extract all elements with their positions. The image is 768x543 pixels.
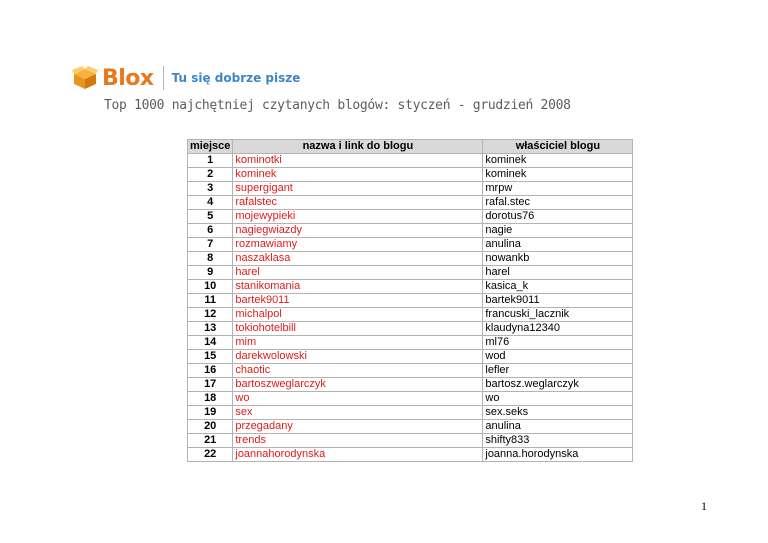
table-row xyxy=(188,378,633,392)
document-title: Top 1000 najchętniej czytanych blogów: styczeń - grudzień 2008 xyxy=(104,98,571,113)
owner-cell: nagie xyxy=(483,224,633,238)
blog-link[interactable]: supergigant xyxy=(233,182,483,196)
header-owner: właściciel blogu xyxy=(483,140,633,154)
blog-link[interactable]: przegadany xyxy=(233,420,483,434)
blog-link[interactable]: mim xyxy=(233,336,483,350)
owner-cell: kominek xyxy=(483,168,633,182)
owner-cell: rafal.stec xyxy=(483,196,633,210)
blog-link[interactable]: rafalstec xyxy=(233,196,483,210)
blog-link[interactable]: kominek xyxy=(233,168,483,182)
blog-link[interactable]: michalpol xyxy=(233,308,483,322)
blog-link[interactable]: kominotki xyxy=(233,154,483,168)
table-row xyxy=(188,336,633,350)
owner-cell: kasica_k xyxy=(483,280,633,294)
table-header-row xyxy=(188,140,633,154)
rank-cell: 12 xyxy=(188,308,233,322)
table-row xyxy=(188,154,633,168)
owner-cell: klaudyna12340 xyxy=(483,322,633,336)
owner-cell: wod xyxy=(483,350,633,364)
header-rank: miejsce xyxy=(188,140,233,154)
table-row xyxy=(188,364,633,378)
blog-link[interactable]: trends xyxy=(233,434,483,448)
table-row xyxy=(188,280,633,294)
owner-cell: bartosz.weglarczyk xyxy=(483,378,633,392)
table-row xyxy=(188,448,633,462)
rank-cell: 14 xyxy=(188,336,233,350)
table-row xyxy=(188,308,633,322)
blog-link[interactable]: bartoszweglarczyk xyxy=(233,378,483,392)
ranking-table xyxy=(187,139,633,462)
blox-logo[interactable] xyxy=(72,64,300,92)
owner-cell: francuski_lacznik xyxy=(483,308,633,322)
rank-cell: 16 xyxy=(188,364,233,378)
blog-link[interactable]: stanikomania xyxy=(233,280,483,294)
blog-link[interactable]: mojewypieki xyxy=(233,210,483,224)
table-row xyxy=(188,238,633,252)
rank-cell: 6 xyxy=(188,224,233,238)
blog-link[interactable]: darekwolowski xyxy=(233,350,483,364)
owner-cell: anulina xyxy=(483,238,633,252)
rank-cell: 3 xyxy=(188,182,233,196)
table-row xyxy=(188,350,633,364)
owner-cell: mrpw xyxy=(483,182,633,196)
header-blog: nazwa i link do blogu xyxy=(233,140,483,154)
rank-cell: 20 xyxy=(188,420,233,434)
blog-link[interactable]: joannahorodynska xyxy=(233,448,483,462)
owner-cell: bartek9011 xyxy=(483,294,633,308)
rank-cell: 21 xyxy=(188,434,233,448)
owner-cell: sex.seks xyxy=(483,406,633,420)
rank-cell: 15 xyxy=(188,350,233,364)
table-row xyxy=(188,322,633,336)
brand-name: Blox xyxy=(102,65,154,91)
table-row xyxy=(188,420,633,434)
table-row xyxy=(188,210,633,224)
table-row xyxy=(188,252,633,266)
blog-link[interactable]: tokiohotelbill xyxy=(233,322,483,336)
blog-link[interactable]: chaotic xyxy=(233,364,483,378)
brand-tagline: Tu się dobrze pisze xyxy=(171,71,301,85)
blog-link[interactable]: naszaklasa xyxy=(233,252,483,266)
blog-link[interactable]: wo xyxy=(233,392,483,406)
blog-link[interactable]: harel xyxy=(233,266,483,280)
table-row xyxy=(188,294,633,308)
owner-cell: dorotus76 xyxy=(483,210,633,224)
rank-cell: 19 xyxy=(188,406,233,420)
owner-cell: nowankb xyxy=(483,252,633,266)
table-row xyxy=(188,182,633,196)
logo-divider xyxy=(163,66,164,90)
owner-cell: lefler xyxy=(483,364,633,378)
rank-cell: 7 xyxy=(188,238,233,252)
owner-cell: wo xyxy=(483,392,633,406)
blog-link[interactable]: sex xyxy=(233,406,483,420)
rank-cell: 18 xyxy=(188,392,233,406)
rank-cell: 1 xyxy=(188,154,233,168)
owner-cell: kominek xyxy=(483,154,633,168)
rank-cell: 13 xyxy=(188,322,233,336)
owner-cell: shifty833 xyxy=(483,434,633,448)
box-icon xyxy=(72,66,98,90)
rank-cell: 11 xyxy=(188,294,233,308)
owner-cell: ml76 xyxy=(483,336,633,350)
table-row xyxy=(188,406,633,420)
table-body xyxy=(188,154,633,462)
table-row xyxy=(188,434,633,448)
table-row xyxy=(188,266,633,280)
table-row xyxy=(188,224,633,238)
owner-cell: harel xyxy=(483,266,633,280)
owner-cell: anulina xyxy=(483,420,633,434)
rank-cell: 8 xyxy=(188,252,233,266)
rank-cell: 9 xyxy=(188,266,233,280)
table-row xyxy=(188,196,633,210)
page-number: 1 xyxy=(701,499,707,513)
rank-cell: 5 xyxy=(188,210,233,224)
blog-link[interactable]: rozmawiamy xyxy=(233,238,483,252)
rank-cell: 4 xyxy=(188,196,233,210)
rank-cell: 10 xyxy=(188,280,233,294)
table-row xyxy=(188,168,633,182)
table-row xyxy=(188,392,633,406)
owner-cell: joanna.horodynska xyxy=(483,448,633,462)
rank-cell: 22 xyxy=(188,448,233,462)
blog-link[interactable]: bartek9011 xyxy=(233,294,483,308)
blog-link[interactable]: nagiegwiazdy xyxy=(233,224,483,238)
rank-cell: 2 xyxy=(188,168,233,182)
rank-cell: 17 xyxy=(188,378,233,392)
